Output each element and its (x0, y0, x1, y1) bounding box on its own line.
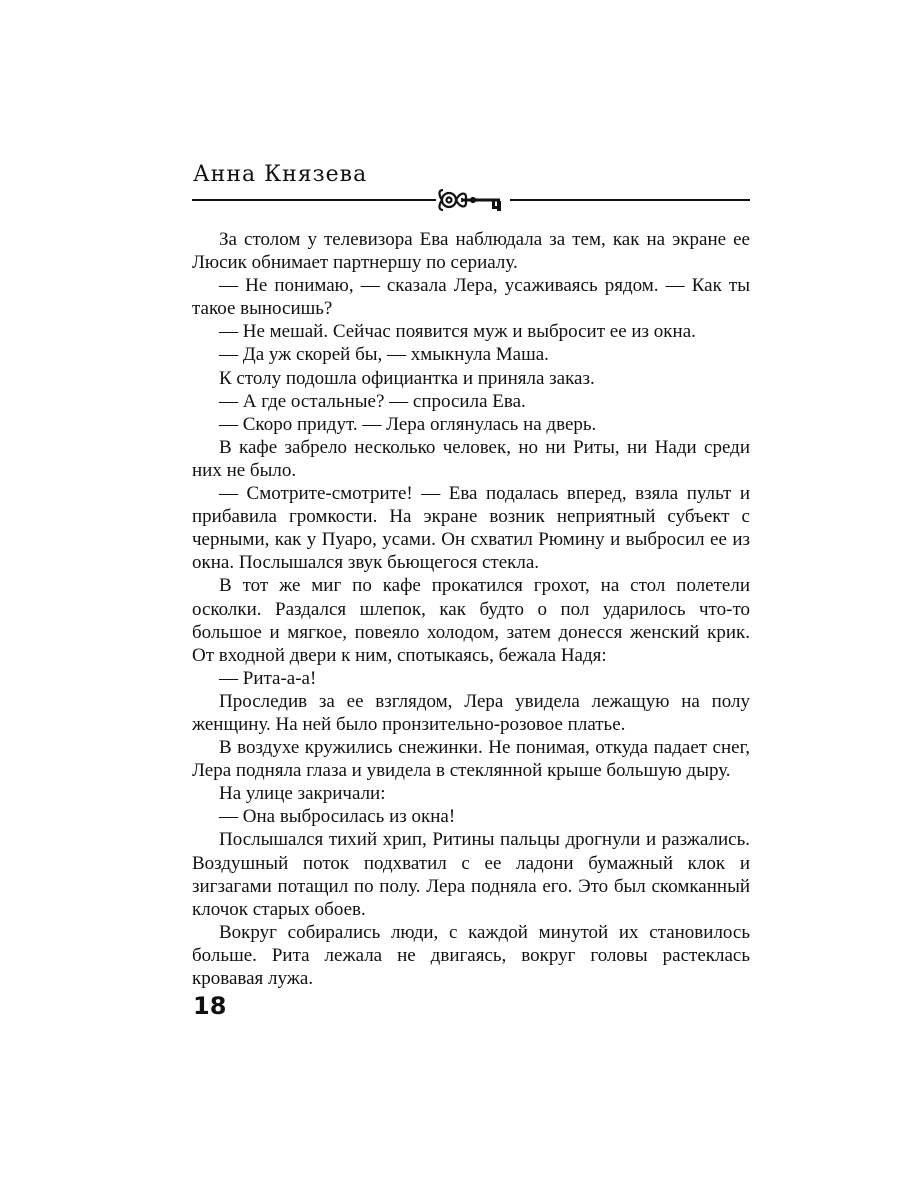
paragraph: За столом у телевизора Ева наблюдала за тем, как на экране ее Люсик обнимает партнершу по сериалу. (192, 229, 750, 274)
body-text (192, 228, 750, 990)
paragraph: Проследив за ее взглядом, Лера увидела лежащую на полу женщину. На ней было пронзительно-розовое платье. (192, 690, 750, 735)
paragraph: — Не понимаю, — сказала Лера, усаживаясь рядом. — Как ты такое выносишь? (192, 275, 750, 320)
paragraph: На улице закричали: (219, 783, 386, 805)
paragraph: В тот же миг по кафе прокатился грохот, на стол полетели осколки. Раздался шлепок, как будто о пол ударилось что-то большое и мягкое, повеяло холодом, затем донесся женский крик. От входной двери к ним, спотыкаясь, бежала Надя: (192, 575, 750, 666)
paragraph: — Не мешай. Сейчас появится муж и выбросит ее из окна. (219, 321, 696, 343)
paragraph: — Она выбросилась из окна! (219, 806, 456, 828)
skeleton-key-icon (436, 185, 510, 215)
paragraph: — Скоро придут. — Лера оглянулась на дверь. (219, 413, 597, 435)
running-head-author: Анна Князева (193, 162, 368, 187)
paragraph: В воздухе кружились снежинки. Не понимая, откуда падает снег, Лера подняла глаза и увидела в стеклянной крыше большую дыру. (192, 737, 750, 782)
paragraph: Послышался тихий хрип, Ритины пальцы дрогнули и разжались. Воздушный поток подхватил с ее ладони бумажный клок и зигзагами потащил по полу. Лера подняла его. Это был скомканный клочок старых обоев. (192, 829, 750, 920)
page-number: 18 (193, 992, 227, 1020)
paragraph: Вокруг собирались люди, с каждой минутой их становилось больше. Рита лежала не двигаясь, вокруг головы растеклась кровавая лужа. (192, 921, 750, 989)
paragraph: — А где остальные? — спросила Ева. (219, 390, 526, 412)
paragraph: — Рита-а-а! (219, 667, 317, 689)
paragraph: — Да уж скорей бы, — хмыкнула Маша. (219, 344, 549, 366)
paragraph: — Смотрите-смотрите! — Ева подалась вперед, взяла пульт и прибавила громкости. На экране возник неприятный субъект с черными, как у Пуаро, усами. Он схватил Рюмину и выбросил ее из окна. Послышался звук бьющегося стекла. (192, 483, 750, 574)
paragraph: К столу подошла официантка и приняла заказ. (219, 367, 595, 389)
paragraph: В кафе забрело несколько человек, но ни Риты, ни Нади среди них не было. (192, 436, 750, 481)
